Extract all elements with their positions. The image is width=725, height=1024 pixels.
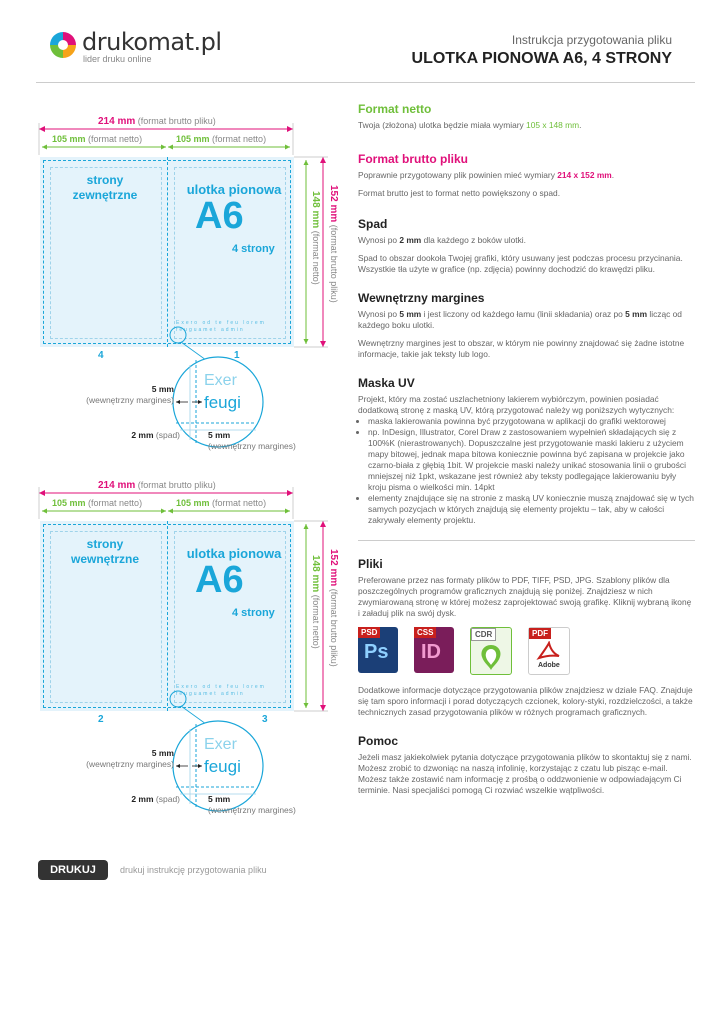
print-button[interactable]: DRUKUJ xyxy=(38,860,108,880)
pages-label: 4 strony xyxy=(232,243,275,255)
height-brutto-note: (format brutto pliku) xyxy=(329,224,339,303)
header-subtitle: Instrukcja przygotowania pliku xyxy=(511,33,672,47)
section-divider xyxy=(358,540,695,541)
section-heading-uv: Maska UV xyxy=(358,376,415,390)
diagram-inner xyxy=(36,479,339,824)
netto-left-value: 105 mm xyxy=(52,498,86,508)
file-tag: CSS xyxy=(414,627,436,638)
netto-text xyxy=(358,120,695,131)
brutto-width-label xyxy=(98,116,216,127)
netto-text-before: Twoja (złożona) ulotka będzie miała wymiary xyxy=(358,120,527,130)
right-page-title: ulotka pionowa xyxy=(186,546,282,561)
spad-value: 2 mm xyxy=(399,235,422,245)
height-netto-note: (format netto) xyxy=(311,594,321,649)
logo-mark-icon xyxy=(48,30,78,60)
list-item: • elementy znajdujące się na stronie z maską UV koniecznie muszą znajdować się w tych samych pozycjach w których znajdują się elementy projektu – tak, aby w całości zakrywały elementy projektu. xyxy=(368,493,695,526)
page-title: ULOTKA PIONOWA A6, 4 STRONY xyxy=(411,50,672,67)
netto-size-value: 105 x 148 mm xyxy=(526,120,580,130)
logo-text: drukomat.pl xyxy=(82,28,222,56)
bleed-value: 2 mm xyxy=(131,430,154,440)
margines-text-after: licząc od każdego boku ulotki. xyxy=(358,309,682,330)
brutto-text-after: . xyxy=(611,170,615,180)
brutto-text-2: Format brutto jest to format netto powiększony o spad. xyxy=(358,188,561,198)
netto-right-value: 105 mm xyxy=(176,498,210,508)
brutto-width-note: (format brutto pliku) xyxy=(137,116,216,126)
sheet-outer xyxy=(40,157,294,347)
file-glyph: ID xyxy=(421,641,441,663)
netto-left-label xyxy=(52,134,142,144)
lorem-sample: Exero od te feu lorem feuguamet admin xyxy=(176,684,266,697)
bleed-note: (spad) xyxy=(155,430,180,440)
corel-icon[interactable] xyxy=(470,627,512,675)
file-tag: CDR xyxy=(471,628,496,641)
right-page-title: ulotka pionowa xyxy=(186,182,282,197)
file-icons xyxy=(358,627,695,677)
height-netto-value: 148 mm xyxy=(310,555,321,593)
spad-text-2: Spad to obszar dookoła Twojej grafiki, który usuwany jest podczas procesu przycinania. Wszystkie tła użyte w grafice (np. zdjęcia) powinny dochodzić do krawędzi pliku. xyxy=(358,253,683,274)
height-netto-label xyxy=(310,191,321,285)
netto-right-note: (format netto) xyxy=(212,134,267,144)
netto-right-label xyxy=(176,134,266,144)
brutto-width-label xyxy=(98,480,216,491)
file-tag: PSD xyxy=(358,627,380,638)
pliki-text: Preferowane przez nas formaty plików to PDF, TIFF, PSD, JPG. Szablony plików dla poszczególnych programów graficznych znajdują się poniżej. Znajdziesz w nich zwymiarowaną stronę w której możesz zaprojektować swoją grafikę. Kliknij wybraną ikonę i załaduj plik na swój dysk. xyxy=(358,575,692,618)
size-label: A6 xyxy=(195,195,244,237)
height-brutto-label xyxy=(328,549,339,667)
bleed-value: 2 mm xyxy=(131,794,154,804)
margines-text xyxy=(358,309,695,331)
netto-right-value: 105 mm xyxy=(176,134,210,144)
margin-value: 5 mm xyxy=(151,384,174,394)
bleed-label xyxy=(76,794,180,805)
section-heading-brutto: Format brutto pliku xyxy=(358,152,468,166)
margin2-label xyxy=(208,794,338,816)
netto-left-note: (format netto) xyxy=(88,498,143,508)
page-number-left: 4 xyxy=(98,350,104,361)
left-page-label: strony wewnętrzne xyxy=(70,537,139,566)
zoom-word-1: Exer xyxy=(204,372,237,389)
file-tag: PDF xyxy=(529,628,551,639)
print-caption[interactable]: drukuj instrukcję przygotowania pliku xyxy=(120,865,267,875)
brutto-size-value: 214 x 152 mm xyxy=(557,170,612,180)
logo[interactable] xyxy=(48,28,228,68)
page-number-right: 3 xyxy=(262,714,268,725)
header-divider xyxy=(36,82,695,83)
indesign-icon[interactable] xyxy=(414,627,454,673)
margines-value: 5 mm xyxy=(399,309,422,319)
netto-text-after: . xyxy=(579,120,582,130)
left-page-label: strony zewnętrzne xyxy=(72,173,138,202)
netto-right-label xyxy=(176,498,266,508)
page-number-left: 2 xyxy=(98,714,104,725)
height-brutto-label xyxy=(328,185,339,303)
netto-right-note: (format netto) xyxy=(212,498,267,508)
height-netto-label xyxy=(310,555,321,649)
brutto-width-value: 214 mm xyxy=(98,116,136,127)
margin2-value: 5 mm xyxy=(208,794,231,804)
margines-text-before: Wynosi po xyxy=(358,309,400,319)
zoom-word-2: feugi xyxy=(204,393,241,412)
netto-left-value: 105 mm xyxy=(52,134,86,144)
fold-line xyxy=(167,521,168,711)
section-heading-margines: Wewnętrzny margines xyxy=(358,291,485,305)
size-label: A6 xyxy=(195,559,244,601)
sheet-inner xyxy=(40,521,294,711)
margin2-value: 5 mm xyxy=(208,430,231,440)
margines-text-mid: i jest liczony od każdego łamu (linii składania) oraz po xyxy=(421,309,626,319)
list-item: • maska lakierowania powinna być przygotowana w aplikacji do grafiki wektorowej xyxy=(368,416,695,427)
pomoc-text: Jeżeli masz jakiekolwiek pytania dotyczące przygotowania plików to skontaktuj się z nami. Możesz zrobić to dzwoniąc na naszą infolinię, korzystając z czatu lub pisząc e-mail. Możesz także zostawić nam informację z prośbą o oddzwonienie w odpowiadającym Ci terminie. Nasi specjaliści pomogą Ci rozwiać wszelkie wątpliwości. xyxy=(358,752,692,795)
spad-text xyxy=(358,235,695,246)
section-heading-pomoc: Pomoc xyxy=(358,734,399,748)
brutto-text xyxy=(358,170,695,181)
pliki-text-2: Dodatkowe informacje dotyczące przygotowania plików znajdziesz w dziale FAQ. Znajduje się tam sporo informacji i porad dotyczących czcionek, kolory-styki, rozdzielczości, a także technicznych zasad przygotowania plików w różnych programach graficznych. xyxy=(358,685,693,717)
brutto-width-note: (format brutto pliku) xyxy=(137,480,216,490)
spad-text-before: Wynosi po xyxy=(358,235,400,245)
netto-left-note: (format netto) xyxy=(88,134,143,144)
margines-text-2: Wewnętrzny margines jest to obszar, w którym nie powinny znajdować się żadne istotne informacje, takie jak teksty lub logo. xyxy=(358,338,685,359)
margin2-note: (wewnętrzny margines) xyxy=(208,441,296,451)
section-heading-spad: Spad xyxy=(358,217,388,231)
instructions-column xyxy=(358,102,695,796)
file-glyph: Ps xyxy=(364,641,389,663)
height-brutto-note: (format brutto pliku) xyxy=(329,588,339,667)
margin2-label xyxy=(208,430,338,452)
lorem-sample: Exero od te feu lorem feuguamet admin xyxy=(176,320,266,333)
brutto-width-value: 214 mm xyxy=(98,480,136,491)
margin-label xyxy=(76,748,174,770)
pages-label: 4 strony xyxy=(232,607,275,619)
margin-label xyxy=(76,384,174,406)
uv-list xyxy=(358,416,695,526)
corel-balloon-icon xyxy=(476,642,506,672)
fold-line xyxy=(167,157,168,347)
acrobat-icon xyxy=(536,641,562,661)
netto-left-label xyxy=(52,498,142,508)
photoshop-icon[interactable] xyxy=(358,627,398,673)
section-heading-pliki: Pliki xyxy=(358,557,383,571)
zoom-word-2: feugi xyxy=(204,757,241,776)
height-brutto-value: 152 mm xyxy=(328,549,339,587)
logo-tagline: lider druku online xyxy=(83,54,152,64)
margin2-note: (wewnętrzny margines) xyxy=(208,805,296,815)
height-netto-note: (format netto) xyxy=(311,230,321,285)
page-number-right: 1 xyxy=(234,350,240,361)
margin-value: 5 mm xyxy=(151,748,174,758)
height-brutto-value: 152 mm xyxy=(328,185,339,223)
uv-intro: Projekt, który ma zostać uszlachetniony lakierem wybiórczym, powinien posiadać dodatkową stronę z maską UV, którą przygotować należy wg poniższych wytycznych: xyxy=(358,394,675,415)
pdf-icon[interactable] xyxy=(528,627,570,675)
section-heading-netto: Format netto xyxy=(358,102,432,116)
brutto-text-before: Poprawnie przygotowany plik powinien mieć wymiary xyxy=(358,170,558,180)
zoom-word-1: Exer xyxy=(204,736,237,753)
margines-value-2: 5 mm xyxy=(625,309,648,319)
diagram-outer xyxy=(36,115,339,460)
list-item: • np. InDesign, Illustrator, Corel Draw z zastosowaniem wypełnień składających się z 100%K (nierastrowanych). Dopuszczalne jest przygotowanie maski lakieru z użyciem mapy bitowej, jednak mapa bitowa koniecznie powinna być zapisana w projekcie jako czarno-biała z głębią 1bit. W projekcie maski należy unikać stosowania linii o grubości mniejszej niż 1pkt, wskazane jest również aby teksty podlegające lakierowaniu były kroju pisma o wielkości min. 14pkt xyxy=(368,427,695,493)
height-netto-value: 148 mm xyxy=(310,191,321,229)
file-glyph: Adobe xyxy=(538,662,560,669)
margin-note: (wewnętrzny margines) xyxy=(86,395,174,405)
margin-note: (wewnętrzny margines) xyxy=(86,759,174,769)
spad-text-after: dla każdego z boków ulotki. xyxy=(421,235,526,245)
bleed-label xyxy=(76,430,180,441)
bleed-note: (spad) xyxy=(155,794,180,804)
